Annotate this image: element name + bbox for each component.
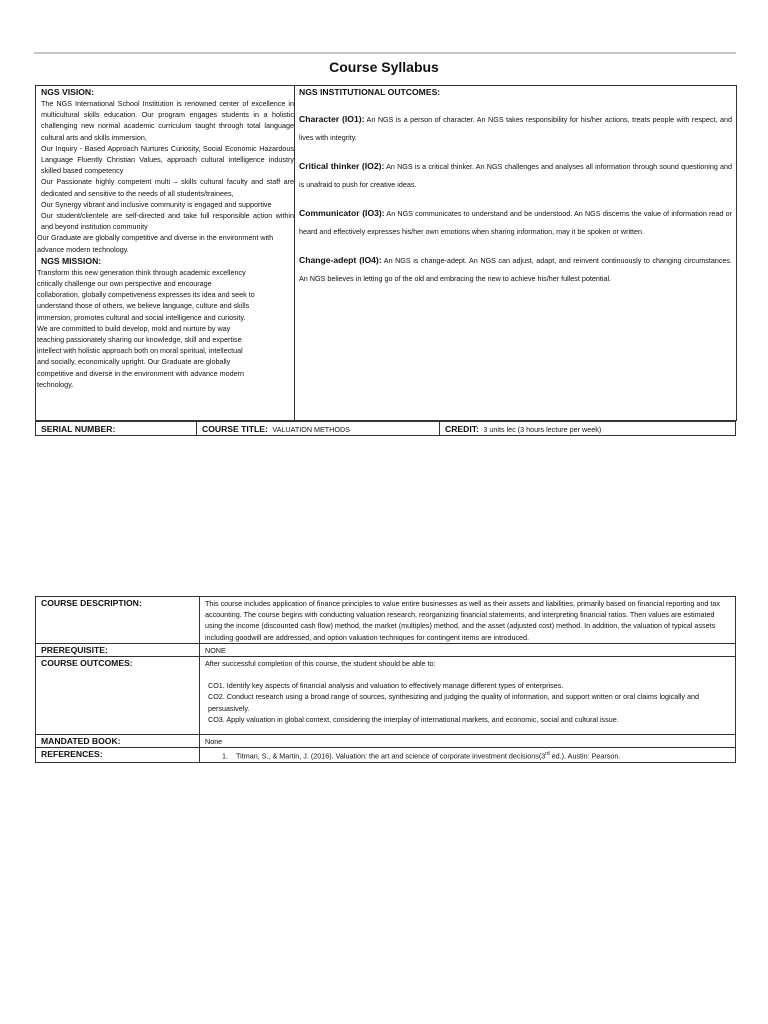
mission-line: intellect with holistic approach both on moral spiritual, intellectual: [37, 346, 243, 356]
reference-number: 1.: [222, 751, 228, 761]
outcome-communicator: [295, 203, 736, 239]
vision-item: Our Passionate highly competent multi – skills cultural faculty and staff are dedicated and sensitive to the needs of all students/trainees,: [41, 177, 294, 198]
outcome-text: An NGS is a critical thinker. An NGS challenges and analyses all information through sound questioning and is unafraid to push for creative ideas.: [299, 162, 732, 189]
mandated-book-label: MANDATED BOOK:: [36, 735, 200, 748]
vision-mission-cell: [36, 86, 295, 421]
reference-text: Titman, S., & Martin, J. (2016). Valuation: the art and science of corporate investment decisions(3: [236, 751, 546, 761]
course-outcomes-row: [36, 657, 736, 735]
credit-value: 3 units lec (3 hours lecture per week): [483, 425, 602, 434]
mission-line: collaboration, globally competiveness expresses its idea and seek to: [37, 290, 255, 300]
mandated-book-value: None: [200, 735, 736, 748]
mission-line: and socially, economically upright. Our Graduate are globally: [37, 357, 231, 367]
mission-line: immersion, promotes cultural and social intelligence and curiosity.: [37, 312, 246, 322]
outcome-text: An NGS is a person of character. An NGS takes responsibility for his/her actions, treats people with respect, and lives with integrity.: [299, 115, 732, 142]
serial-number-cell: [36, 422, 197, 436]
course-info-row: [35, 421, 736, 436]
course-description-row: [36, 597, 736, 644]
mandated-book-row: [36, 735, 736, 748]
reference-item: [205, 749, 732, 762]
mission-line: technology.: [37, 379, 74, 389]
credit-cell: [440, 422, 736, 436]
course-title-cell: [197, 422, 440, 436]
course-outcome-item: CO3. Apply valuation in global context, considering the interplay of international markets, and economic, social and cultural issue.: [208, 714, 619, 724]
outcome-character: [295, 109, 736, 145]
prerequisite-row: [36, 643, 736, 656]
outcome-change-adept: [295, 250, 736, 286]
mission-line: We are committed to build develop, mold and nurture by way: [37, 323, 231, 333]
page-title: Course Syllabus: [329, 59, 439, 75]
outcome-text: An NGS is change-adept. An NGS can adjust, adapt, and reinvent continuously to changing circumstances. An NGS believes in letting go of the old and embracing the new to achieve his/her fullest potential.: [299, 256, 733, 283]
reference-text-end: ed.). Austin: Pearson.: [549, 751, 621, 761]
vision-item: Our Synergy vibrant and inclusive community is engaged and supportive: [41, 199, 272, 209]
vision-heading: NGS VISION:: [41, 87, 95, 97]
course-title-value: VALUATION METHODS: [272, 425, 350, 434]
credit-label: CREDIT:: [445, 424, 479, 434]
course-outcomes-cell: [200, 657, 736, 735]
references-row: [36, 748, 736, 763]
outcomes-cell: [295, 86, 737, 421]
mission-line: understand those of others, we believe language, culture and skills: [37, 301, 250, 311]
course-details-table: [35, 596, 736, 763]
mission-heading: NGS MISSION:: [41, 255, 102, 266]
outcome-title: Communicator (IO3):: [299, 208, 385, 218]
outcome-critical-thinker: [295, 156, 736, 192]
references-cell: [200, 748, 736, 763]
serial-number-label: SERIAL NUMBER:: [41, 424, 116, 434]
vision-item: Our Graduate are globally competitive and diverse in the environment with advance modern technology.: [37, 233, 274, 254]
course-outcomes-intro: After successful completion of this course, the student should be able to:: [205, 659, 436, 669]
course-outcome-item: CO2. Conduct research using a broad range of sources, synthesizing and judging the quality of information, and support written or oral claims logically and persuasively.: [208, 692, 700, 713]
prerequisite-label: PREREQUISITE:: [36, 643, 200, 656]
mission-line: Transform this new generation think through academic excellency: [37, 267, 246, 277]
course-title-label: COURSE TITLE:: [202, 424, 268, 434]
vision-item: Our Inquiry - Based Approach Nurtures Curiosity, Social Economic Hazardous Language Fluently Christian Values, approach cultural intelligence industry skilled based competency: [41, 143, 294, 176]
course-description-text: This course includes application of finance principles to value entire businesses as well as their assets and liabilities, primarily based on financial reporting and tax accounting. The course begins with conducting valuation research, reorganizing financial statements, and interpreting financial ratios. Then values are estimated using the income (discounted cash flow) method, the market (multiples) method, and the asset (adjusted cost) method. In addition, the valuation of typical assets including goodwill are addressed, and option valuation techniques for contingent items are introduced.: [200, 597, 736, 644]
mission-text: [36, 267, 294, 390]
prerequisite-value: NONE: [200, 643, 736, 656]
course-outcome-item: CO1. Identify key aspects of financial analysis and valuation to effectively manage different types of enterprises.: [208, 681, 564, 691]
mission-line: critically challenge our own perspective and encourage: [37, 279, 212, 289]
outcome-title: Character (IO1):: [299, 114, 365, 124]
course-outcomes-list: [205, 680, 732, 725]
mission-line: competitive and diverse in the environment with advance modern: [37, 368, 244, 378]
outcomes-heading: NGS INSTITUTIONAL OUTCOMES:: [299, 87, 441, 97]
course-outcomes-label: COURSE OUTCOMES:: [36, 657, 200, 735]
outcome-title: Change-adept (IO4):: [299, 255, 382, 265]
references-label: REFERENCES:: [36, 748, 200, 763]
vision-list: [36, 98, 294, 255]
outcome-title: Critical thinker (IO2):: [299, 161, 385, 171]
vision-item: Our student/clientele are self-directed and take full responsible action within and beyond institution community: [41, 211, 294, 232]
course-description-label: COURSE DESCRIPTION:: [36, 597, 200, 644]
top-divider: [34, 52, 736, 54]
vision-item: The NGS International School Institution is renowned center of excellence in multicultural skills education. Our program engages students in a holistic challenging new normal academic curriculum taught through total language cultural arts and skills immersion,: [41, 99, 294, 142]
reference-superscript: rd: [545, 751, 550, 758]
mission-line: teaching passionately sharing our knowledge, skill and expertise: [37, 335, 242, 345]
vision-outcomes-table: [35, 85, 737, 421]
outcome-text: An NGS communicates to understand and be understood. An NGS discerns the value of information read or heard and effectively expresses his/her own emotions when sharing information, may it be spoken or written.: [299, 209, 732, 236]
